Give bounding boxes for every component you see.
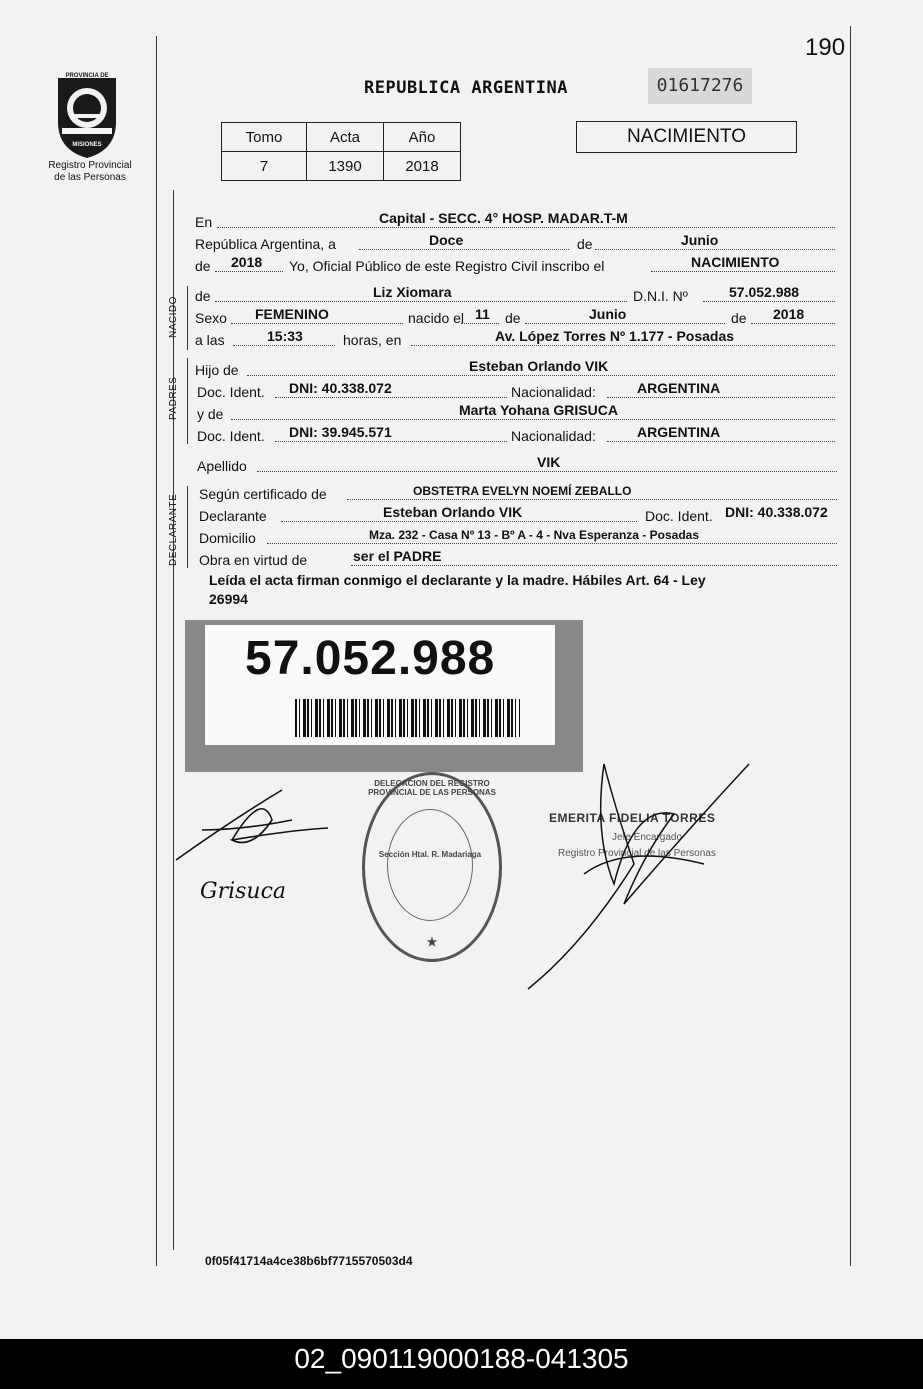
certificado-value: OBSTETRA EVELYN NOEMÍ ZEBALLO	[413, 484, 632, 498]
row-apellido	[195, 454, 840, 474]
hijo-label: Hijo de	[195, 362, 239, 378]
footer-code: 02_090119000188-041305	[294, 1343, 629, 1374]
acta-header: Acta	[307, 123, 384, 152]
certificado-label: Según certificado de	[199, 486, 327, 502]
apellido-value: VIK	[537, 454, 561, 470]
document-title: REPUBLICA ARGENTINA	[364, 78, 568, 98]
record-header-row	[222, 123, 461, 152]
section-padres-label: PADRES	[168, 376, 179, 420]
anio-value: 2018	[384, 152, 461, 181]
child-dni-value: 57.052.988	[729, 284, 800, 300]
de-label-3: de	[195, 288, 211, 304]
month-value: Junio	[681, 232, 719, 248]
birth-year-value: 2018	[773, 306, 805, 322]
serial-number: 01617276	[648, 68, 752, 104]
a-las-label: a las	[195, 332, 225, 348]
acta-value: 1390	[307, 152, 384, 181]
official-signature	[524, 744, 754, 994]
legal-note	[209, 571, 829, 609]
record-value-row	[222, 152, 461, 181]
declarante-value: Esteban Orlando VIK	[383, 504, 523, 520]
registry-caption	[38, 160, 142, 184]
tomo-header: Tomo	[222, 123, 307, 152]
official-name: EMERITA FIDELIA TORRES	[549, 811, 716, 825]
sexo-value: FEMENINO	[255, 306, 329, 322]
row-declarante	[195, 504, 840, 524]
province-seal-logo	[50, 70, 124, 160]
republica-label: República Argentina, a	[195, 236, 336, 252]
anio-header: Año	[384, 123, 461, 152]
birth-place-value: Av. López Torres Nº 1.177 - Posadas	[495, 328, 735, 344]
father-doc-value: DNI: 40.338.072	[289, 380, 392, 396]
apellido-label: Apellido	[197, 458, 247, 474]
row-sexo	[195, 306, 840, 326]
declarante-doc-value: DNI: 40.338.072	[725, 504, 828, 520]
father-name-value: Esteban Orlando VIK	[469, 358, 609, 374]
stamp-inner-text: Sección Htal. R. Madariaga	[378, 850, 482, 859]
doc-label-2: Doc. Ident.	[197, 428, 265, 444]
domicilio-label: Domicilio	[199, 530, 256, 546]
en-label: En	[195, 214, 213, 230]
inscribo-label: Yo, Oficial Público de este Registro Civil inscribo el	[289, 258, 605, 274]
legal-note-line2: 26994	[209, 591, 248, 607]
sexo-label: Sexo	[195, 310, 227, 326]
section-declarante-label: DECLARANTE	[168, 493, 179, 566]
barcode	[295, 699, 520, 737]
legal-note-line1: Leída el acta firman conmigo el declarante y la madre. Hábiles Art. 64 - Ley	[209, 572, 706, 588]
place-value: Capital - SECC. 4° HOSP. MADAR.T-M	[379, 210, 628, 226]
obra-value: ser el PADRE	[353, 548, 442, 564]
registry-caption-line2: de las Personas	[54, 172, 126, 183]
stamp-ring-text: DELEGACION DEL REGISTRO PROVINCIAL DE LAS PERSONAS	[368, 779, 496, 797]
record-table	[221, 122, 461, 181]
row-obra	[195, 548, 840, 568]
nacido-el-label: nacido el	[408, 310, 465, 326]
doc-label-3: Doc. Ident.	[645, 508, 713, 524]
row-inscribo	[195, 254, 840, 274]
de-label: de	[577, 236, 593, 252]
logo-top-text: PROVINCIA DE	[65, 73, 109, 79]
dni-label: D.N.I. Nº	[633, 288, 688, 304]
act-type-box: NACIMIENTO	[576, 121, 797, 153]
year-value: 2018	[231, 254, 263, 270]
inscribo-value: NACIMIENTO	[691, 254, 780, 270]
section-nacido-label: NACIDO	[168, 296, 179, 338]
time-value: 15:33	[267, 328, 303, 344]
horas-label: horas, en	[343, 332, 402, 348]
official-org: Registro Provincial de las Personas	[558, 848, 716, 859]
tomo-value: 7	[222, 152, 307, 181]
right-margin-line	[850, 26, 851, 1266]
page-number: 190	[805, 34, 846, 61]
row-name	[195, 284, 840, 304]
row-mother	[195, 402, 840, 422]
mother-name-value: Marta Yohana GRISUCA	[459, 402, 618, 418]
mother-signature-text: Grisuca	[200, 879, 287, 904]
de-label-4: de	[505, 310, 521, 326]
day-value: Doce	[429, 232, 464, 248]
father-nationality-value: ARGENTINA	[637, 380, 721, 396]
de-label-5: de	[731, 310, 747, 326]
doc-label: Doc. Ident.	[197, 384, 265, 400]
dni-label-number: 57.052.988	[245, 632, 496, 685]
nacionalidad-label: Nacionalidad:	[511, 384, 596, 400]
row-en	[195, 210, 840, 230]
registry-caption-line1: Registro Provincial	[48, 160, 132, 171]
birth-day-value: 11	[475, 306, 490, 322]
y-de-label: y de	[197, 406, 224, 422]
declarant-signature	[172, 780, 332, 910]
row-father-doc	[195, 380, 840, 400]
row-domicilio	[195, 526, 840, 546]
child-name-value: Liz Xiomara	[373, 284, 452, 300]
birth-month-value: Junio	[589, 306, 627, 322]
stamp-star-icon: ★	[426, 935, 438, 949]
mother-nationality-value: ARGENTINA	[637, 424, 721, 440]
row-republica	[195, 232, 840, 252]
mother-doc-value: DNI: 39.945.571	[289, 424, 392, 440]
nacionalidad-label-2: Nacionalidad:	[511, 428, 596, 444]
document-hash: 0f05f41714a4ce38b6bf7715570503d4	[205, 1254, 413, 1268]
domicilio-value: Mza. 232 - Casa Nº 13 - Bº A - 4 - Nva Esperanza - Posadas	[369, 528, 699, 542]
logo-bottom-text: MISIONES	[72, 142, 102, 148]
declarante-label: Declarante	[199, 508, 267, 524]
row-certificado	[195, 482, 840, 502]
left-margin-line	[156, 36, 157, 1266]
row-mother-doc	[195, 424, 840, 444]
official-stamp	[362, 772, 502, 962]
official-role: Jefe Encargado	[612, 832, 683, 843]
inner-margin-line	[173, 190, 174, 1250]
row-time	[195, 328, 840, 348]
de-label-2: de	[195, 258, 211, 274]
obra-label: Obra en virtud de	[199, 552, 308, 568]
row-father	[195, 358, 840, 378]
